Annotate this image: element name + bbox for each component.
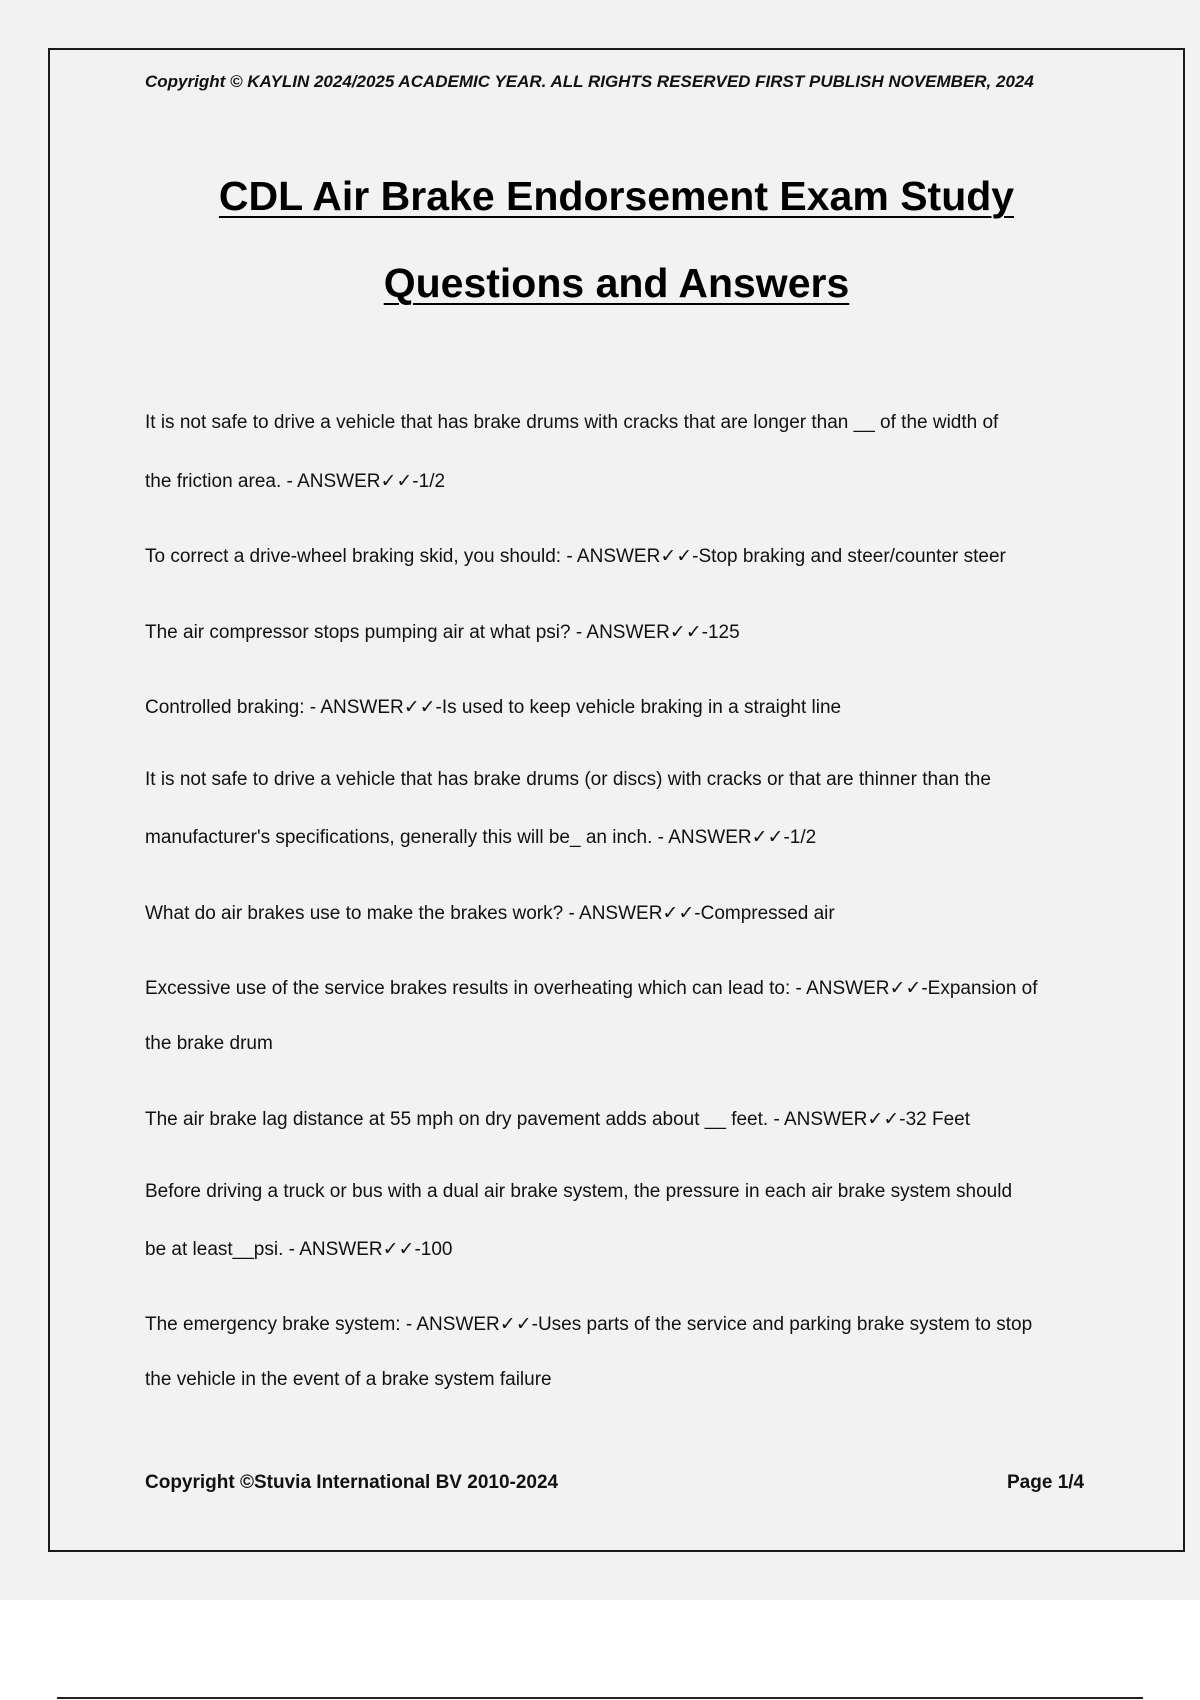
header-copyright: Copyright © KAYLIN 2024/2025 ACADEMIC YEAR. ALL RIGHTS RESERVED FIRST PUBLISH NOVEMBER, 2024 (145, 72, 1034, 91)
qa-text-line: It is not safe to drive a vehicle that has brake drums with cracks that are longer than __ of the width of (145, 412, 999, 433)
qa-text-line: Before driving a truck or bus with a dual air brake system, the pressure in each air brake system should (145, 1181, 1013, 1202)
qa-text-line: be at least__psi. - ANSWER✓✓-100 (145, 1239, 453, 1260)
qa-text-line: manufacturer's specifications, generally this will be_ an inch. - ANSWER✓✓-1/2 (145, 827, 817, 848)
qa-text-line: The emergency brake system: - ANSWER✓✓-Uses parts of the service and parking brake system to stop (145, 1314, 1033, 1335)
qa-text-line: the vehicle in the event of a brake system failure (145, 1369, 552, 1390)
qa-text-line: the friction area. - ANSWER✓✓-1/2 (145, 471, 446, 492)
qa-text-line: To correct a drive-wheel braking skid, you should: - ANSWER✓✓-Stop braking and steer/counter steer (145, 546, 1006, 567)
qa-text-line: It is not safe to drive a vehicle that has brake drums (or discs) with cracks or that are thinner than the (145, 769, 991, 790)
qa-text-line: The air compressor stops pumping air at what psi? - ANSWER✓✓-125 (145, 622, 740, 643)
footer-copyright: Copyright ©Stuvia International BV 2010-2024 (145, 1472, 559, 1493)
qa-text-line: What do air brakes use to make the brakes work? - ANSWER✓✓-Compressed air (145, 903, 835, 924)
page-number: Page 1/4 (1007, 1472, 1085, 1493)
document-title-line-1: CDL Air Brake Endorsement Exam Study (218, 173, 1015, 219)
qa-text-line: Controlled braking: - ANSWER✓✓-Is used to keep vehicle braking in a straight line (145, 697, 842, 718)
qa-text-line: the brake drum (145, 1033, 273, 1054)
document-title-line-2: Questions and Answers (383, 260, 850, 306)
qa-text-line: The air brake lag distance at 55 mph on dry pavement adds about __ feet. - ANSWER✓✓-32 Feet (145, 1109, 970, 1130)
next-page-rule (57, 1697, 1143, 1699)
qa-text-line: Excessive use of the service brakes results in overheating which can lead to: - ANSWER✓✓-Expansion of (145, 978, 1038, 999)
